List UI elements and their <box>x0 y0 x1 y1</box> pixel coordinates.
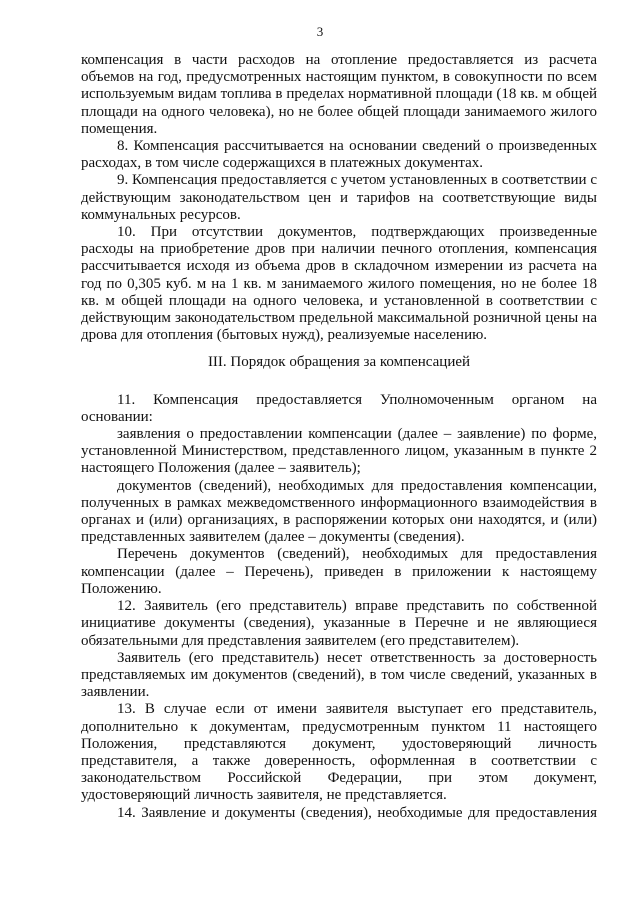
paragraph-12: 12. Заявитель (его представитель) вправе представить по собственной инициативе документы (сведения), указанные в Перечне и не являющиеся обязательными для представления заявителем (его представителем). <box>81 598 597 649</box>
paragraph-11-list-reference: Перечень документов (сведений), необходимых для предоставления компенсации (далее – Перечень), приведен в приложении к настоящему Положению. <box>81 546 597 597</box>
paragraph-13: 13. В случае если от имени заявителя выступает его представитель, дополнительно к документам, предусмотренным пунктом 11 настоящего Положения, представляются документ, удостоверяющий личность представителя, а также доверенность, оформленная в соответствии с законодательством Российской Федерации, при этом документ, удостоверяющий личность заявителя, не представляется. <box>81 701 597 804</box>
paragraph-14: 14. Заявление и документы (сведения), необходимые для предоставления <box>117 804 597 821</box>
page-number: 3 <box>316 24 324 39</box>
paragraph-12-responsibility: Заявитель (его представитель) несет ответственность за достоверность представляемых им документов (сведений), в том числе сведений, указанных в заявлении. <box>81 649 597 701</box>
paragraph-10: 10. При отсутствии документов, подтверждающих произведенные расходы на приобретение дров при наличии печного отопления, компенсация рассчитывается исходя из объема дров в складочном измерении из расчета на год по 0,305 куб. м на 1 кв. м занимаемого жилого помещения, но не более 18 кв. м общей площади на одного человека, и установленной в соответствии с действующим законодательством предельной максимальной розничной цены на дрова для отопления (бытовых нужд), реализуемые населению. <box>81 224 597 344</box>
paragraph-9: 9. Компенсация предоставляется с учетом установленных в соответствии с действующим законодательством цен и тарифов на соответствующие виды коммунальных ресурсов. <box>81 172 597 223</box>
paragraph-11: 11. Компенсация предоставляется Уполномоченным органом на основании: <box>81 391 597 425</box>
paragraph-8: 8. Компенсация рассчитывается на основании сведений о произведенных расходах, в том числе содержащихся в платежных документах. <box>81 138 597 172</box>
section-heading: III. Порядок обращения за компенсацией <box>207 354 471 371</box>
paragraph-11-application: заявления о предоставлении компенсации (далее – заявление) по форме, установленной Министерством, представленного лицом, указанным в пункте 2 настоящего Положения (далее – заявитель); <box>81 426 597 477</box>
paragraph-11-documents: документов (сведений), необходимых для предоставления компенсации, полученных в рамках межведомственного информационного взаимодействия в органах и (или) организациях, в распоряжении которых они находятся, и (или) представленных заявителем (далее – документы (сведения). <box>81 477 597 546</box>
document-body <box>81 52 597 822</box>
paragraph-7-continuation: компенсация в части расходов на отопление предоставляется из расчета объемов на год, предусмотренных настоящим пунктом, в совокупности по всем используемым видам топлива в пределах нормативной площади (18 кв. м общей площади на одного человека), но не более общей площади занимаемого жилого помещения. <box>81 52 597 137</box>
